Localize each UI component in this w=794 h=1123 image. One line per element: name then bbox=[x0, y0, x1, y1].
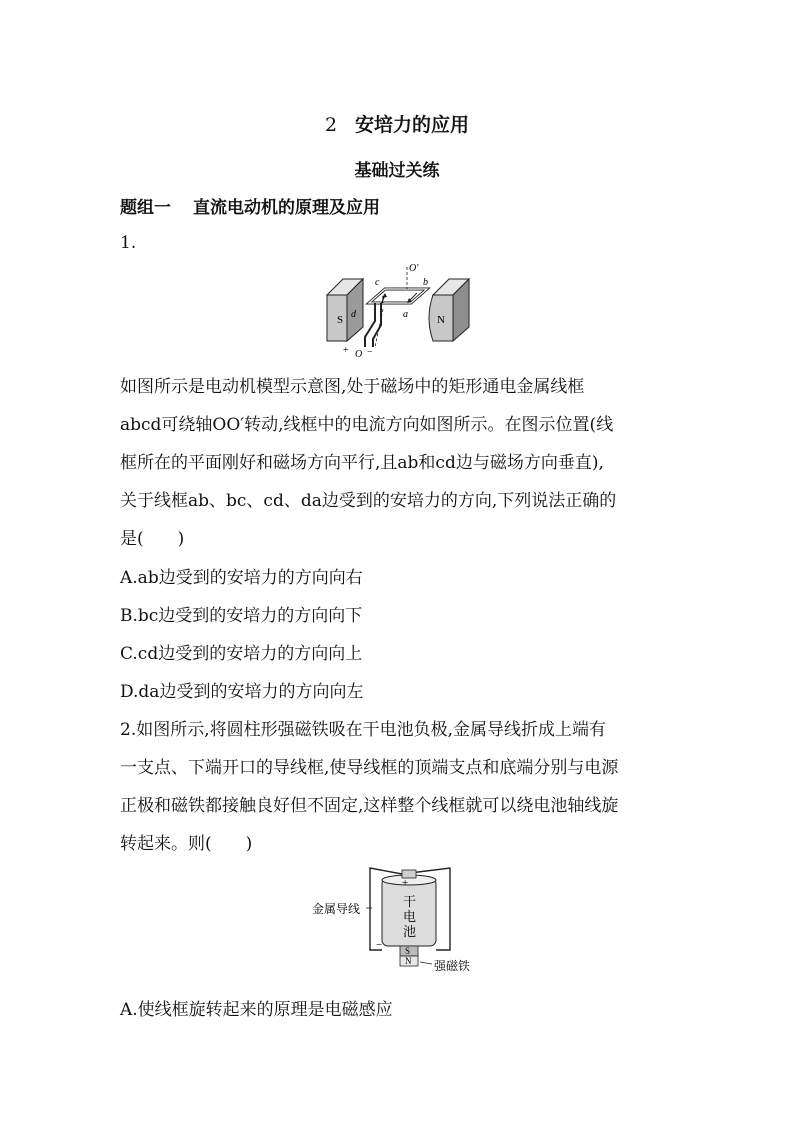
label-S: S bbox=[337, 314, 344, 326]
page-title bbox=[0, 110, 794, 137]
question-1-number: 1. bbox=[120, 233, 137, 253]
q2-stem-line-1: 2.如图所示,将圆柱形强磁铁吸在干电池负极,金属导线折成上端有 bbox=[120, 720, 607, 740]
label-battery-char-2: 电 bbox=[403, 910, 417, 925]
q1-stem-line-1: 如图所示是电动机模型示意图,处于磁场中的矩形通电金属线框 bbox=[120, 377, 585, 397]
page-subtitle: 基础过关练 bbox=[354, 161, 440, 181]
label-battery-char-1: 干 bbox=[403, 895, 417, 910]
label-magnet-N: N bbox=[405, 956, 412, 966]
label-battery-plus: + bbox=[402, 877, 409, 889]
label-c: c bbox=[375, 277, 380, 288]
q1-stem-line-4: 关于线框ab、bc、cd、da边受到的安培力的方向,下列说法正确的 bbox=[120, 491, 617, 511]
label-strong-magnet: 强磁铁 bbox=[434, 959, 471, 973]
motor-model-figure bbox=[323, 259, 473, 359]
group-label: 题组一 bbox=[120, 198, 171, 218]
group-heading bbox=[120, 193, 380, 218]
q1-option-c: C.cd边受到的安培力的方向向上 bbox=[120, 644, 363, 664]
label-metal-wire: 金属导线 bbox=[312, 902, 361, 916]
q2-stem-line-3: 正极和磁铁都接触良好但不固定,这样整个线框就可以绕电池轴线旋 bbox=[120, 796, 619, 816]
q1-stem-line-2: abcd可绕轴OO′转动,线框中的电流方向如图所示。在图示位置(线 bbox=[120, 415, 614, 435]
q1-option-a: A.ab边受到的安培力的方向向右 bbox=[120, 568, 363, 588]
label-magnet-S: S bbox=[405, 946, 411, 956]
label-N: N bbox=[437, 314, 445, 326]
q1-stem-line-3: 框所在的平面刚好和磁场方向平行,且ab和cd边与磁场方向垂直), bbox=[120, 453, 604, 473]
battery-motor-figure bbox=[310, 864, 490, 976]
label-battery-char-3: 池 bbox=[403, 925, 417, 940]
label-b: b bbox=[423, 277, 428, 288]
q1-stem-line-5: 是( ) bbox=[120, 529, 185, 549]
q1-option-b: B.bc边受到的安培力的方向向下 bbox=[120, 606, 363, 626]
group-topic: 直流电动机的原理及应用 bbox=[193, 198, 380, 218]
label-d: d bbox=[351, 309, 356, 320]
q2-stem-line-2: 一支点、下端开口的导线框,使导线框的顶端支点和底端分别与电源 bbox=[120, 758, 619, 778]
label-O-bottom: O bbox=[355, 349, 363, 359]
q1-option-d: D.da边受到的安培力的方向向左 bbox=[120, 682, 364, 702]
label-plus: + bbox=[343, 345, 349, 356]
label-battery-minus: − bbox=[376, 939, 383, 951]
section-title: 安培力的应用 bbox=[355, 114, 470, 136]
label-I: I bbox=[381, 295, 385, 306]
label-O-top: O′ bbox=[409, 263, 419, 274]
q2-stem-line-4: 转起来。则( ) bbox=[120, 834, 253, 854]
section-number: 2 bbox=[324, 114, 338, 136]
q2-option-a: A.使线框旋转起来的原理是电磁感应 bbox=[120, 1000, 393, 1020]
label-minus: − bbox=[367, 347, 373, 358]
label-a: a bbox=[403, 309, 408, 320]
